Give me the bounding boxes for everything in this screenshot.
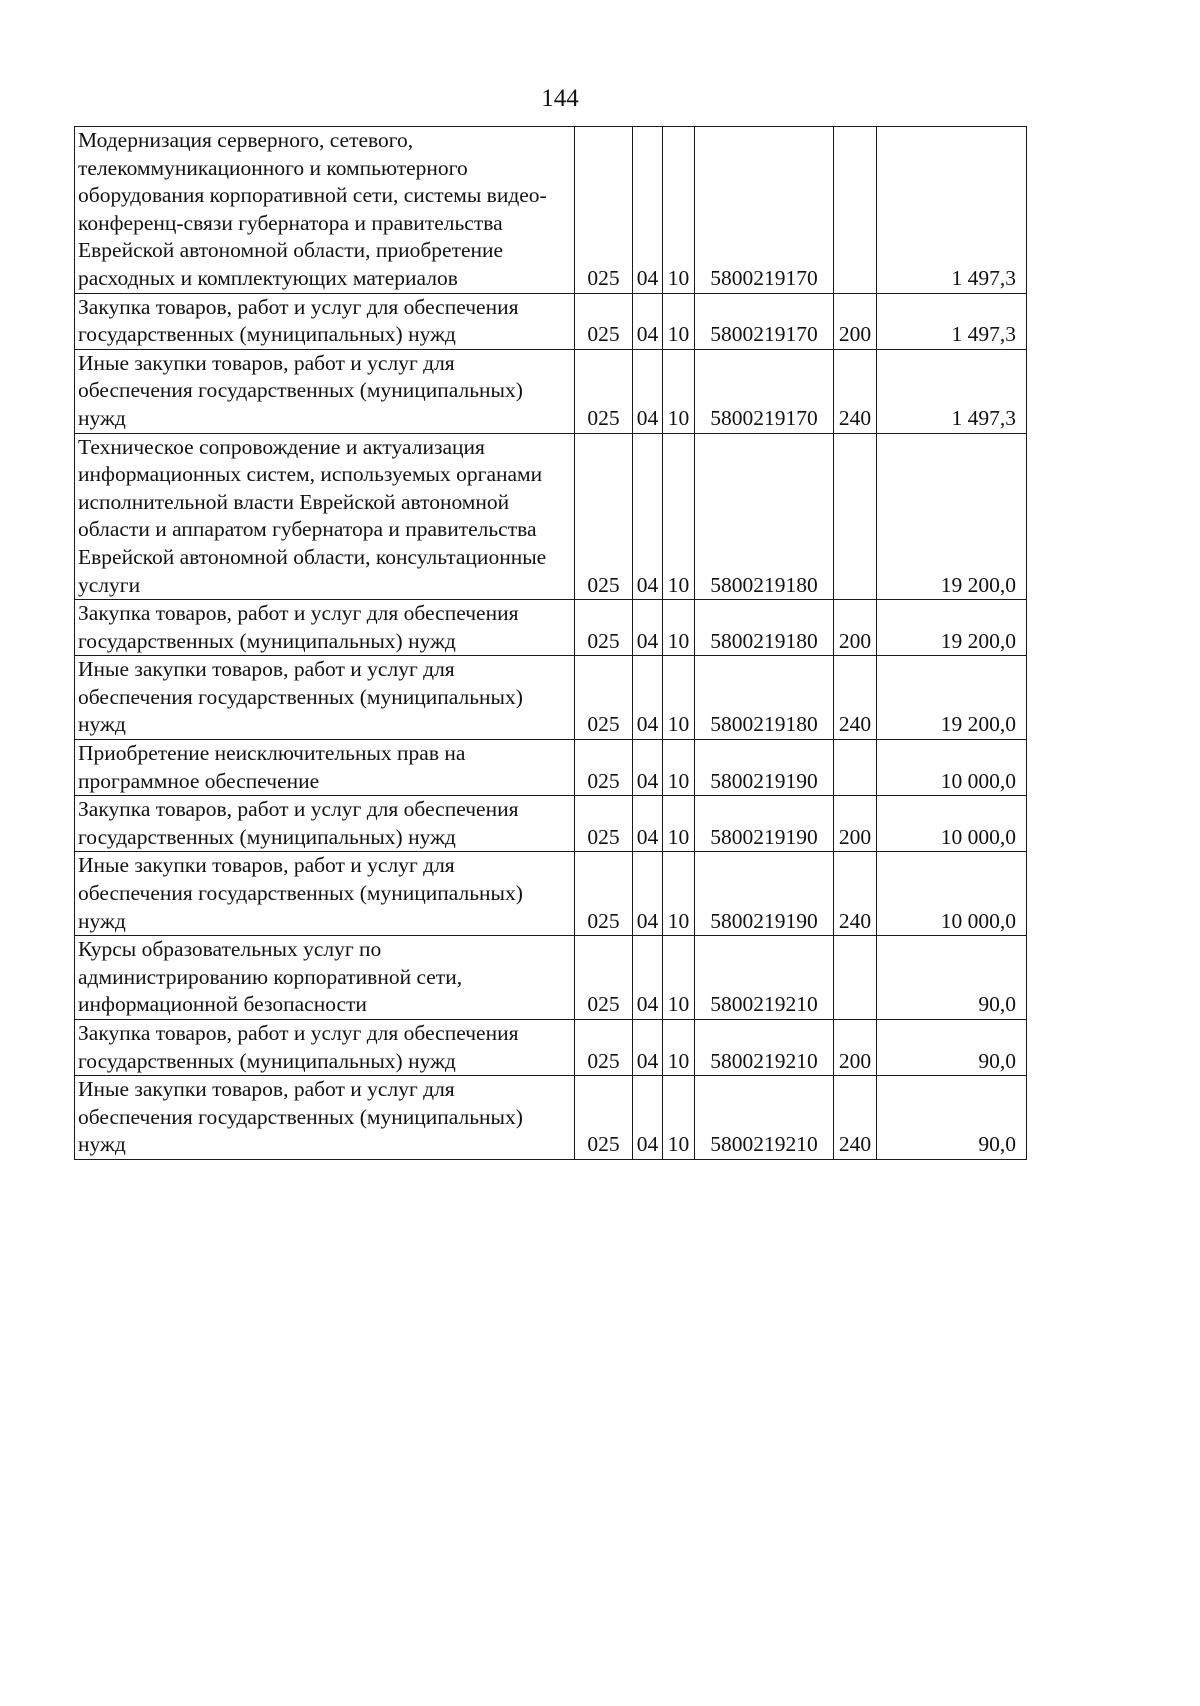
amount-cell: 10 000,0 [877,740,1027,796]
target-article-code-cell: 5800219180 [695,433,834,600]
amount-cell: 90,0 [877,936,1027,1020]
subsection-code-cell: 10 [663,349,695,433]
row-name-cell: Закупка товаров, работ и услуг для обеспечения государственных (муниципальных) нужд [75,293,575,349]
section-code-cell: 04 [633,1020,663,1076]
expense-type-code-cell: 240 [834,656,877,740]
amount-cell: 1 497,3 [877,293,1027,349]
ministry-code-cell: 025 [575,127,633,294]
target-article-code-cell: 5800219170 [695,349,834,433]
subsection-code-cell: 10 [663,293,695,349]
section-code-cell: 04 [633,349,663,433]
table-row [75,740,1027,796]
amount-cell: 19 200,0 [877,600,1027,656]
row-name-cell: Закупка товаров, работ и услуг для обеспечения государственных (муниципальных) нужд [75,796,575,852]
row-name-cell: Иные закупки товаров, работ и услуг для обеспечения государственных (муниципальных) нужд [75,656,575,740]
target-article-code-cell: 5800219190 [695,796,834,852]
table-row [75,293,1027,349]
section-code-cell: 04 [633,656,663,740]
expense-type-code-cell [834,740,877,796]
ministry-code-cell: 025 [575,796,633,852]
subsection-code-cell: 10 [663,1020,695,1076]
ministry-code-cell: 025 [575,1076,633,1160]
table-row [75,349,1027,433]
table-row [75,1076,1027,1160]
target-article-code-cell: 5800219210 [695,1020,834,1076]
subsection-code-cell: 10 [663,1076,695,1160]
ministry-code-cell: 025 [575,349,633,433]
target-article-code-cell: 5800219190 [695,852,834,936]
row-name-cell: Иные закупки товаров, работ и услуг для обеспечения государственных (муниципальных) нужд [75,349,575,433]
expense-type-code-cell: 200 [834,1020,877,1076]
section-code-cell: 04 [633,1076,663,1160]
target-article-code-cell: 5800219180 [695,600,834,656]
row-name-cell: Техническое сопровождение и актуализация информационных систем, используемых органами исполнительной власти Еврейской автономной области и аппаратом губернатора и правительства Еврейской автономной области, консультационные услуги [75,433,575,600]
amount-cell: 90,0 [877,1020,1027,1076]
subsection-code-cell: 10 [663,936,695,1020]
row-name-cell: Иные закупки товаров, работ и услуг для обеспечения государственных (муниципальных) нужд [75,852,575,936]
subsection-code-cell: 10 [663,852,695,936]
table-row [75,796,1027,852]
table-row [75,433,1027,600]
target-article-code-cell: 5800219180 [695,656,834,740]
amount-cell: 1 497,3 [877,349,1027,433]
target-article-code-cell: 5800219210 [695,936,834,1020]
subsection-code-cell: 10 [663,796,695,852]
table-row [75,127,1027,294]
ministry-code-cell: 025 [575,740,633,796]
row-name-cell: Приобретение неисключительных прав на программное обеспечение [75,740,575,796]
section-code-cell: 04 [633,852,663,936]
table-body [75,127,1027,1160]
amount-cell: 90,0 [877,1076,1027,1160]
target-article-code-cell: 5800219170 [695,293,834,349]
subsection-code-cell: 10 [663,656,695,740]
section-code-cell: 04 [633,127,663,294]
section-code-cell: 04 [633,293,663,349]
table-row [75,600,1027,656]
row-name-cell: Модернизация серверного, сетевого, телекоммуникационного и компьютерного оборудования корпоративной сети, системы видео-конференц-связи губернатора и правительства Еврейской автономной области, приобретение расходных и комплектующих материалов [75,127,575,294]
ministry-code-cell: 025 [575,293,633,349]
ministry-code-cell: 025 [575,852,633,936]
expense-type-code-cell: 240 [834,1076,877,1160]
expense-type-code-cell: 240 [834,349,877,433]
section-code-cell: 04 [633,796,663,852]
budget-table [74,126,1027,1160]
table-row [75,1020,1027,1076]
section-code-cell: 04 [633,740,663,796]
subsection-code-cell: 10 [663,600,695,656]
table-row [75,656,1027,740]
row-name-cell: Иные закупки товаров, работ и услуг для обеспечения государственных (муниципальных) нужд [75,1076,575,1160]
expense-type-code-cell: 200 [834,293,877,349]
amount-cell: 1 497,3 [877,127,1027,294]
ministry-code-cell: 025 [575,600,633,656]
amount-cell: 10 000,0 [877,852,1027,936]
ministry-code-cell: 025 [575,433,633,600]
subsection-code-cell: 10 [663,127,695,294]
expense-type-code-cell [834,936,877,1020]
expense-type-code-cell: 200 [834,796,877,852]
ministry-code-cell: 025 [575,1020,633,1076]
section-code-cell: 04 [633,600,663,656]
expense-type-code-cell [834,433,877,600]
row-name-cell: Закупка товаров, работ и услуг для обеспечения государственных (муниципальных) нужд [75,1020,575,1076]
expense-type-code-cell: 200 [834,600,877,656]
target-article-code-cell: 5800219210 [695,1076,834,1160]
page-number: 144 [541,85,579,112]
amount-cell: 19 200,0 [877,433,1027,600]
ministry-code-cell: 025 [575,936,633,1020]
amount-cell: 10 000,0 [877,796,1027,852]
target-article-code-cell: 5800219170 [695,127,834,294]
row-name-cell: Закупка товаров, работ и услуг для обеспечения государственных (муниципальных) нужд [75,600,575,656]
table-row [75,852,1027,936]
section-code-cell: 04 [633,433,663,600]
expense-type-code-cell: 240 [834,852,877,936]
subsection-code-cell: 10 [663,740,695,796]
ministry-code-cell: 025 [575,656,633,740]
subsection-code-cell: 10 [663,433,695,600]
amount-cell: 19 200,0 [877,656,1027,740]
target-article-code-cell: 5800219190 [695,740,834,796]
row-name-cell: Курсы образовательных услуг по администрированию корпоративной сети, информационной безопасности [75,936,575,1020]
table-row [75,936,1027,1020]
expense-type-code-cell [834,127,877,294]
section-code-cell: 04 [633,936,663,1020]
